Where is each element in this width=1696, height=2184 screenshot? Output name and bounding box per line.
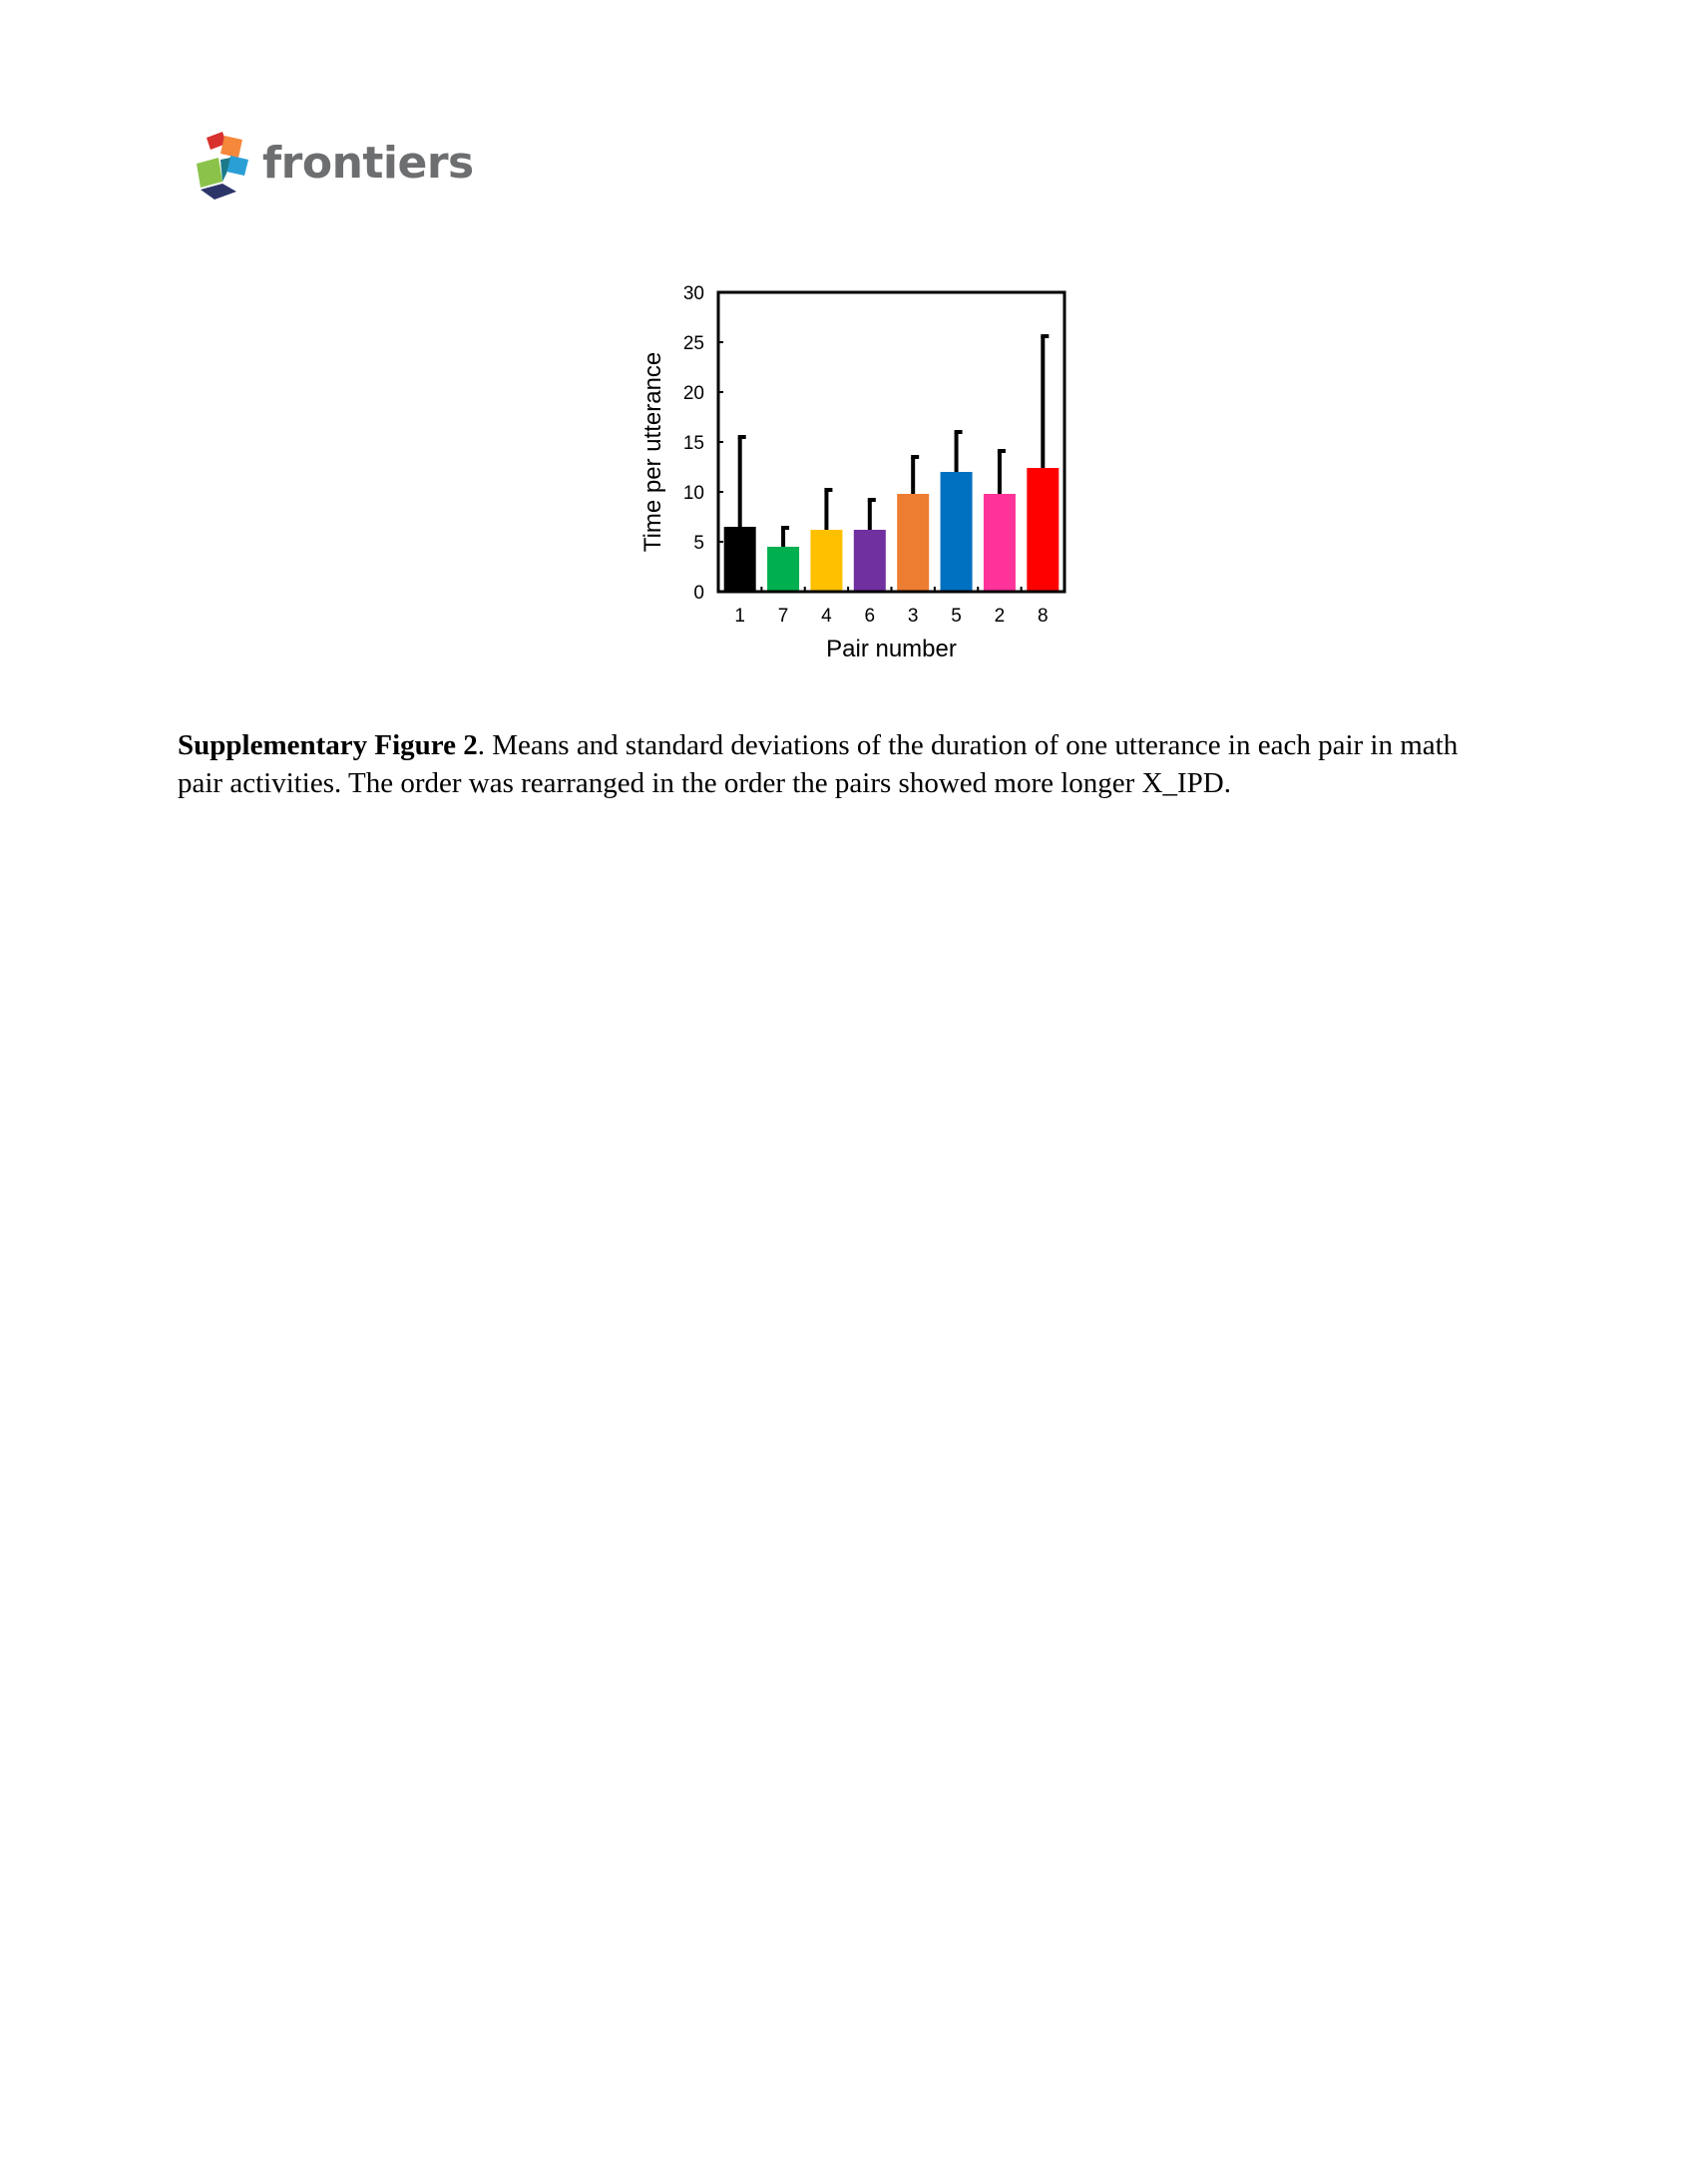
bar: [941, 472, 973, 592]
bar: [984, 494, 1016, 592]
bar: [810, 530, 842, 592]
x-tick-label: 2: [994, 606, 1006, 627]
x-tick-label: 8: [1038, 606, 1049, 627]
bar-chart: [619, 269, 1097, 688]
bar: [854, 530, 886, 592]
figure-caption: [178, 726, 1504, 802]
bar: [724, 527, 756, 592]
bar: [1027, 468, 1059, 592]
y-tick-label: 25: [682, 333, 704, 354]
bar: [767, 547, 799, 592]
bar: [897, 494, 929, 592]
caption-label: Supplementary Figure 2: [178, 729, 478, 761]
x-tick-label: 1: [734, 606, 745, 627]
y-tick-label: 0: [693, 583, 704, 604]
frontiers-wordmark: frontiers: [262, 138, 474, 189]
x-tick-label: 7: [777, 606, 789, 627]
x-tick-label: 4: [821, 606, 832, 627]
y-tick-label: 10: [682, 483, 704, 504]
caption-text: . Means and standard deviations of the duration of one utterance in each pair in math pair activities. The order was rearranged in the order the pairs showed more longer X_IPD.: [178, 729, 1459, 799]
x-tick-label: 6: [864, 606, 876, 627]
frontiers-logo: [197, 130, 474, 206]
y-axis-label: Time per utterance: [639, 351, 666, 553]
x-axis-label: Pair number: [826, 636, 957, 662]
x-tick-label: 3: [907, 606, 919, 627]
x-tick-label: 5: [951, 606, 962, 627]
y-tick-label: 15: [682, 433, 704, 454]
y-tick-label: 20: [682, 383, 704, 404]
y-tick-label: 5: [693, 533, 704, 554]
frontiers-logo-icon: [197, 130, 262, 206]
y-tick-label: 30: [682, 283, 704, 304]
